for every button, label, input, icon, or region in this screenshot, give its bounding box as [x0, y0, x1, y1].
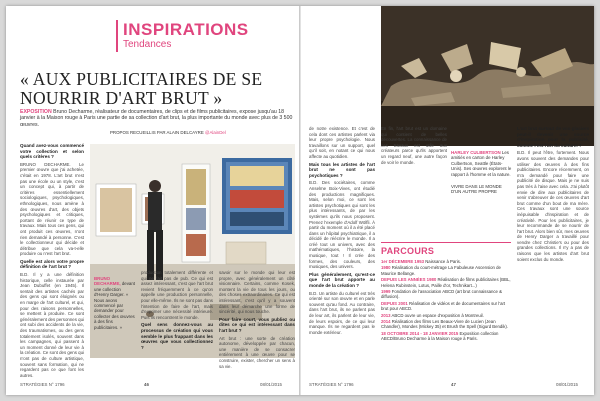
photo-caption [94, 276, 136, 330]
parcours-date: DEPUIS 2001 [381, 300, 408, 306]
column-3-text: production totalement différente et qui ne fait pas de pub. Ce qui est assez intéressant, c'est que l'art brut revient fréquemment à ce qu'on appelle une production personnelle, pour elle-même. Ils ne sont pas dans l'intention de faire de l'art, mais d'exprimer une nécessité intérieure. Puis ils rencontrent le monde. [141, 270, 213, 320]
parcours-item [381, 301, 513, 312]
section-title: INSPIRATIONS [123, 20, 249, 39]
parcours-text: ABCD ouvre un espace d'exposition à Montreuil. [391, 312, 484, 318]
right-answer-3: B.D. Il peut l'être, fortement. Nous avons souvent des demandes pour utiliser des œuvres à des fins publicitaires. Encore récemment, on m'a demandé pour faire une publicité de disque. Mais je ne suis pas trés à l'aise avec cela. J'ai plutôt envie de dire aux publicitaires de venir s'abreuver de ces œuvres d'art brut comme d'un bout de ma mère. Ces travaux sont une source inépuisable d'inspiration et de créativité. Pour les publicitaires, je leur recommande de se nourrir de l'art brut. Alors bien sûr, mes œuvres de Henry Darger a travaillé pour vendre chez Christie's ou pour des grandes collections. Il n'y a pas de raisons que les artistes d'art brut soient exclus du monde. [517, 150, 589, 262]
answer-2: B.D. Il y a une définition historique, celle instaurée par Jean Dubuffet (en 1945). Il sentait des artistes cachés par des gens qui sont éloignés ou en marge de l'art culturel, et qui, pour des raisons personnelles, se mettent à produire. Ce sont généralement des personnes qui ont subi des accidents de la vie, des traumatismes, ou des gens totalement isolés, souvent dans les campagnes, qui passent à un moment donné de leur vie à la création. Ce sont des gens qui n'ont pas de culture artistique, souvent sans formation, qui ne regardent pas ce que font les autres. [20, 272, 84, 378]
right-question-1: Mais tous les artistes de l'art brut ne sont pas psychotiques ? [309, 161, 375, 178]
sculpture-caption-text: Les amitiés en carton de Harley Culbertson, Seattle (États-Unis). Ses œuvres explorent le rapport à l'homme et la nature. [451, 150, 512, 177]
question-2: Quelle est alors votre propre définition de l'art brut ? [20, 258, 84, 270]
parcours-text: Exposition collection ABCD/Bruno Decharme à la Maison rouge à Paris. [381, 330, 499, 342]
parcours-item [381, 313, 513, 318]
intro-text: Bruno Decharme, réalisateur de documentaires, de clips et de films publicitaires, expose jusqu'au 18 janvier à la Maison rouge à Paris une partie de sa collection d'art brut, la plus importante du monde avec plus de 3 500 œuvres. [20, 109, 293, 128]
footer-left: STRATÉGIES N° 1796 [20, 382, 65, 387]
sculpture-caption-2: VIVRE DANS LE MONDE D'UN AUTRE PROPRE [451, 184, 502, 195]
column-4-text: savoir sur le monde qui leur est propre, avec généralement un côté visionnaire. Certains, comme Kosek, montent la vie de tous les jours, ou des choses extraordinaires. Ce qui est intéressant, c'est qu'il y a souvent dans leur démarche une forme de sincérité, qui nous touche. [219, 270, 295, 315]
credit-text: PROPOS RECUEILLIS PAR ALAIN DELCAYRE [110, 130, 204, 135]
parcours-list [381, 259, 513, 343]
right-column-1 [309, 126, 375, 337]
footer-date-left: 08/01/2015 [260, 382, 282, 387]
footer-right: STRATÉGIES N° 1796 [309, 382, 354, 387]
right-answer-2: B.D. Un artiste du culturel est très orienté sur son œuvre et en parle souvent qu'au fond. Au contraire, dans l'art brut, ils ne parlent pas de leur art, ils parlent de leur vie, de leurs espoirs, de ce qui leur manque. Ils ne regardent pas le monde extérieur. [309, 290, 375, 335]
credit-handle: @AlainDel [205, 130, 226, 135]
parcours-item [381, 265, 513, 276]
answer-1: BRUNO DECHARME. Le premier œuvre que j'ai achetée, c'était en 1978. L'art brut n'est pas une école ou un style, c'est un concept qui, à partir de critères essentiellement sociologiques, psychologiques, ethnologiques, nous amène à des œuvres d'art, des objets psychologiques et critiques, portant de réunir ce type de travaux. Mais tous ces gens, qui ont produit ces œuvres, n'ont rien demandé à personne. C'est le collectionneur qui décide et détribue que cela va-t-elle produire ou n'est l'art brut. [20, 161, 84, 257]
parcours-date: 18 OCTOBRE 2014 - 18 JANVIER 2015 [381, 330, 459, 336]
parcours-text: Naissance à Paris. [425, 259, 462, 264]
intro-label: EXPOSITION [20, 109, 52, 115]
right-column-3 [517, 126, 589, 264]
rubric-bars [116, 20, 120, 52]
photo-caption-text: devant une collection d'Henry Darger. « Nous avons commencé par demander pour collecter des œuvres à des fins publicitaires. » [94, 281, 136, 330]
right-column-1-text: de notre existence. Et c'est de cela dont ces artistes parlent via leur propre psychologie. Nous travaillons sur un support, quel qu'il soit, en notant ce qui nous affecte au quotidien. [309, 126, 375, 159]
credit-line [110, 130, 295, 136]
parcours-date: 2014 [381, 319, 391, 325]
parcours-text: Réalisation du court-métrage La Fabuleuse Ascension de Maurice Bellange. [381, 265, 501, 276]
parcours-date: 1980 [381, 265, 391, 271]
article-column-4 [219, 270, 295, 371]
parcours-item [381, 319, 513, 330]
intro-block [20, 109, 295, 128]
sculpture-caption [451, 150, 513, 177]
parcours-text: Réalisation de films publicitaires (BBL, Helena Rubinstein, Lotus, Paille d'or, Technikart...) [381, 277, 511, 288]
headline [20, 70, 295, 108]
article-column-1 [20, 143, 84, 380]
parcours-date: 2013 [381, 312, 391, 318]
parcours-item [381, 331, 513, 342]
parcours-item [381, 259, 513, 264]
parcours-text: Fondation de l'association ABCD (art brut connaissance & diffusion). [381, 289, 502, 300]
sculpture-caption-name: HARLEY CULBERTSON [451, 150, 501, 155]
left-page [6, 6, 299, 395]
parcours-text: Réalisation de vidéos et de documentaires sur l'art brut pour ABCD. [381, 300, 506, 312]
page-number-left: 46 [144, 382, 149, 387]
magazine-spread [6, 6, 594, 395]
footer-date-right: 08/01/2015 [556, 382, 578, 387]
question-4: Pour faire court, vous publiez ou dites ce qui est intéressant dans l'art brut ? [219, 316, 295, 333]
column-4-text-b: Art brut : une sorte de création autonome, développée par chacun, une manière de se consacrer entièrement à une œuvre pour se construire, exister, chercher un sens à sa vie. [219, 335, 295, 369]
article-column-3 [141, 270, 213, 352]
right-question-2: Plus généralement, qu'est-ce que l'art brut apporte au monde de la création ? [309, 271, 375, 289]
parcours-date: 1er DÉCEMBRE 1953 [381, 259, 424, 264]
headline-line-2: NOURRIR D'ART BRUT » [20, 88, 223, 108]
parcours-date: DEPUIS LES ANNÉES 1980 [381, 277, 437, 283]
right-answer-1: B.D. Des sociétaires, comme Anselme Boix-Vives, ont étudié des productions magnifiques. Mais, selon moi, ce sont les artistes psychotiques qui sont les plus intéressants, de par les systèmes qu'ils nous proposent. Prenez l'exemple d'Adolf Wölfli. À partir du moment où il a été placé dans un hôpital psychiatrique, il a décidé de réécrire le monde. Il a créé tout un univers, avec des mathématiques, l'histoire, la musique, tout ! Il crée des formes, des couleurs, des musiques, des univers. [309, 180, 375, 270]
question-1: Quand avez-vous commencé votre collection et selon quels critères ? [20, 143, 84, 160]
photo-caption-name: BRUNO DECHARME, [94, 276, 121, 287]
right-question-3: L'art brut surtout de vos glaciers peut-il devenir une source d'inspiration pour la publicité, comme l'est l'art du culturel ? [517, 126, 589, 148]
parcours-item [381, 289, 513, 300]
parcours-divider [381, 242, 511, 243]
question-3: Quel sens donnez-vous au processus de création qui vous semble le plus frappant dans les œuvres que vous collectionnez ? [141, 322, 213, 350]
sculpture-photo [381, 6, 594, 146]
parcours-item [381, 277, 513, 288]
parcours-title: PARCOURS [381, 246, 435, 256]
right-column-2-text: En fin, l'art brut est un domaine qui contient de belles découvertes. La connaissance de ces travaux est utile aux créateurs parce qu'ils apportent un regard neuf, une autre façon de voir le monde. [381, 126, 447, 165]
parcours-text: Réalisation des films Les Beaux-Vivre de Lucien (Jean Chandler), Mondes (Mickey 35) et Brush the Spell (Sigurd Bendik). [381, 319, 509, 330]
right-page [301, 6, 594, 395]
headline-line-1: « AUX PUBLICITAIRES DE SE [20, 69, 263, 89]
section-subtitle: Tendances [123, 39, 172, 50]
page-number-right: 47 [451, 382, 456, 387]
right-column-2 [381, 126, 447, 167]
parcours-date: 1999 [381, 289, 391, 295]
